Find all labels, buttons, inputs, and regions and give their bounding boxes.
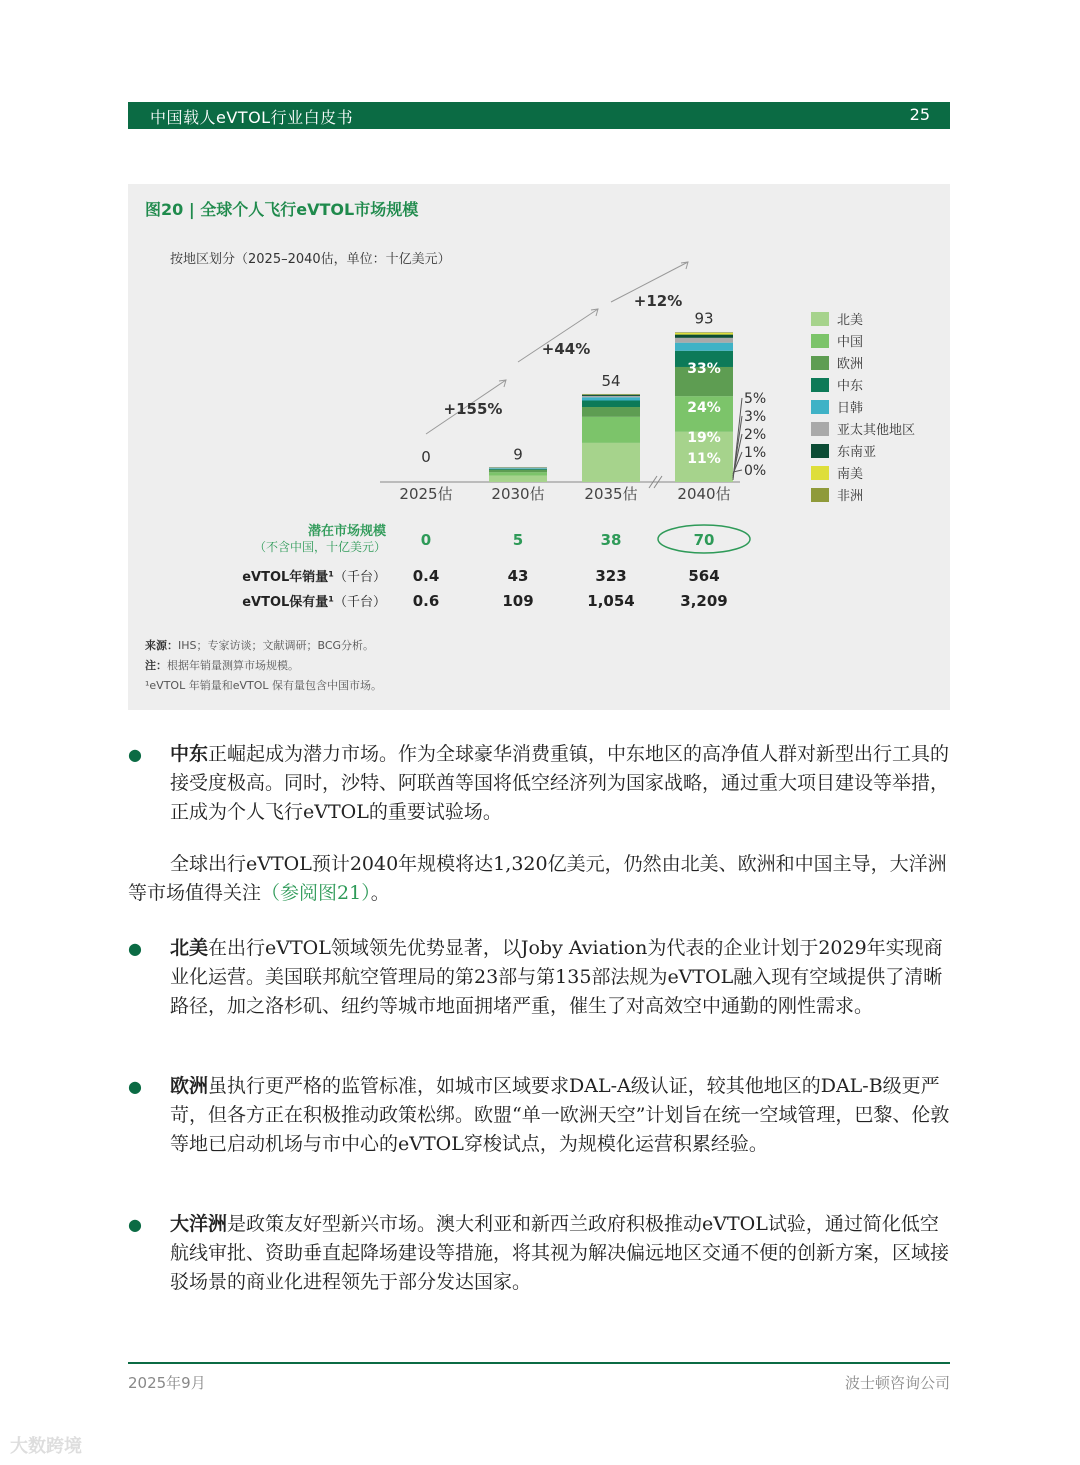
bullet-text: 虽执行更严格的监管标准，如城市区域要求DAL-A级认证，较其他地区的DAL-B级更严苛，但各方正在积极推动政策松绑。欧盟“单一欧洲天空”计划旨在统一空域管理，巴黎、伦敦等地已启动机场与市中心的eVTOL穿梭试点，为规模化运营积累经验。	[170, 1075, 950, 1155]
x-tick-label: 2030估	[491, 485, 545, 503]
legend-label: 亚太其他地区	[837, 423, 916, 438]
legend-swatch	[811, 488, 829, 502]
legend-label: 北美	[837, 313, 864, 328]
bar-segment-非洲	[675, 332, 733, 333]
figure-21-link[interactable]: （参阅图21）	[261, 882, 371, 904]
legend-swatch	[811, 378, 829, 392]
bullet-dot: ●	[128, 1215, 142, 1234]
bar-segment-东南亚	[675, 335, 733, 338]
footnote-line: ¹eVTOL 年销量和eVTOL 保有量包含中国市场。	[145, 679, 382, 692]
bullet-text: 正崛起成为潜力市场。作为全球豪华消费重镇，中东地区的高净值人群对新型出行工具的接受度极高。同时，沙特、阿联酋等国将低空经济列为国家战略，通过重大项目建设等举措，正成为个人飞行eVTOL的重要试验场。	[170, 743, 950, 823]
bullet-bold: 中东	[170, 743, 209, 765]
x-tick-label: 2035估	[584, 485, 638, 503]
bar-segment-北美	[489, 475, 547, 482]
legend-swatch	[811, 356, 829, 370]
bar-segment-中国	[489, 472, 547, 475]
growth-label: +155%	[443, 400, 503, 418]
bar-total-label: 93	[694, 309, 714, 328]
legend-swatch	[811, 444, 829, 458]
legend-swatch	[811, 400, 829, 414]
bar-segment-北美	[582, 443, 640, 482]
table-cell: 109	[502, 592, 534, 610]
summary-paragraph: 全球出行eVTOL预计2040年规模将达1,320亿美元，仍然由北美、欧洲和中国主导，大洋洲等市场值得关注（参阅图21）。	[128, 853, 947, 904]
bar-segment-欧洲	[582, 407, 640, 417]
watermark: 大数跨境	[10, 1436, 82, 1457]
growth-label: +12%	[633, 292, 683, 310]
source-line: 来源：IHS；专家访谈；文献调研；BCG分析。	[145, 639, 375, 652]
table-row-label: eVTOL年销量¹（千台）	[242, 570, 386, 585]
bar-percent-label: 19%	[687, 430, 721, 446]
table-row-sublabel: （不含中国，十亿美元）	[253, 540, 386, 554]
growth-label: +44%	[541, 340, 591, 358]
side-percent-label: 2%	[744, 427, 767, 443]
legend-label: 欧洲	[837, 357, 864, 372]
bar-segment-中东	[582, 401, 640, 408]
footer-date: 2025年9月	[128, 1374, 206, 1392]
bar-segment-中国	[582, 417, 640, 443]
legend-swatch	[811, 466, 829, 480]
legend-swatch	[811, 334, 829, 348]
bar-segment-日韩	[582, 397, 640, 400]
bullet-dot: ●	[128, 939, 142, 958]
legend-label: 中国	[837, 335, 864, 350]
legend-label: 日韩	[837, 401, 864, 416]
bullet-bold: 大洋洲	[170, 1213, 228, 1235]
table-cell: 43	[507, 567, 529, 585]
table-cell: 0.4	[412, 567, 440, 585]
bullet-text: 在出行eVTOL领域领先优势显著，以Joby Aviation为代表的企业计划于2029年实现商业化运营。美国联邦航空管理局的第23部与第135部法规为eVTOL融入现有空域提供了清晰路径，加之洛杉矶、纽约等城市地面拥堵严重，催生了对高效空中通勤的刚性需求。	[170, 937, 943, 1017]
legend-label: 中东	[837, 379, 864, 394]
footer-line	[128, 1362, 950, 1364]
bullet-dot: ●	[128, 1077, 142, 1096]
header-bar	[128, 102, 950, 129]
legend-label: 非洲	[837, 489, 864, 504]
bar-segment-南美	[675, 333, 733, 335]
side-percent-label: 0%	[744, 463, 767, 479]
bar-percent-label: 11%	[687, 451, 721, 467]
bar-segment-亚太其他地区	[675, 338, 733, 343]
footer-company: 波士顿咨询公司	[844, 1374, 950, 1392]
figure-subtitle: 按地区划分（2025–2040估，单位：十亿美元）	[170, 252, 451, 267]
table-cell: 0.6	[412, 592, 440, 610]
bar-segment-中东	[489, 469, 547, 470]
figure-title: 图20 | 全球个人飞行eVTOL市场规模	[145, 200, 419, 219]
table-row-label: 潜在市场规模	[307, 524, 386, 539]
bar-percent-label: 24%	[687, 400, 721, 416]
page-number: 25	[909, 105, 930, 124]
figure-notes	[145, 636, 382, 696]
legend-label: 南美	[837, 467, 864, 482]
bullet-middle-east	[128, 740, 950, 830]
bar-segment-日韩	[489, 468, 547, 469]
side-percent-label: 3%	[744, 409, 767, 425]
legend-swatch	[811, 312, 829, 326]
header-title: 中国载人eVTOL行业白皮书	[150, 108, 354, 127]
bar-total-label: 0	[421, 448, 431, 466]
bullet-dot: ●	[128, 745, 142, 764]
side-percent-label: 5%	[744, 391, 767, 407]
bullet-text: 是政策友好型新兴市场。澳大利亚和新西兰政府积极推动eVTOL试验，通过简化低空航线审批、资助垂直起降场建设等措施，将其视为解决偏远地区交通不便的创新方案，区域接驳场景的商业化进程领先于部分发达国家。	[170, 1213, 950, 1293]
bar-percent-label: 33%	[687, 361, 721, 377]
table-cell: 0	[420, 531, 432, 549]
table-cell: 70	[693, 531, 715, 549]
bullet-bold: 北美	[170, 937, 209, 959]
bar-segment-日韩	[675, 343, 733, 351]
side-percent-label: 1%	[744, 445, 767, 461]
bar-total-label: 54	[601, 371, 621, 390]
figure-box	[128, 184, 950, 710]
legend-label: 东南亚	[837, 445, 877, 460]
bar-segment-亚太其他地区	[582, 396, 640, 397]
bar-segment-东南亚	[582, 395, 640, 396]
bullet-north-america	[128, 934, 950, 1052]
table-cell: 38	[600, 531, 622, 549]
x-tick-label: 2040估	[677, 485, 731, 503]
legend-swatch	[811, 422, 829, 436]
table-cell: 1,054	[587, 592, 635, 610]
table-cell: 5	[512, 531, 524, 549]
table-row-label: eVTOL保有量¹（千台）	[242, 595, 386, 610]
chart	[128, 184, 950, 634]
x-tick-label: 2025估	[399, 485, 453, 503]
table-cell: 564	[688, 567, 720, 585]
bullet-europe	[128, 1072, 950, 1190]
bar-segment-欧洲	[489, 470, 547, 472]
note-line: 注：根据年销量测算市场规模。	[145, 659, 299, 672]
bullet-oceania	[128, 1210, 950, 1300]
bar-total-label: 9	[513, 445, 523, 464]
table-cell: 3,209	[680, 592, 728, 610]
bullet-bold: 欧洲	[170, 1075, 209, 1097]
table-cell: 323	[595, 567, 627, 585]
